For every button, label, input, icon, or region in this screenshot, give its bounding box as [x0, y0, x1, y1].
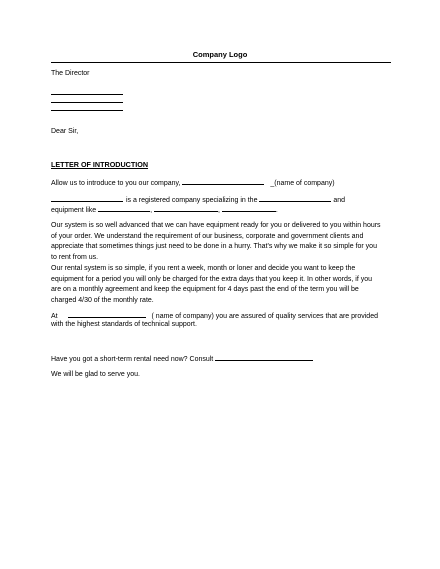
- at-line-2: with the highest standards of technical support.: [51, 321, 197, 328]
- registered-and: and: [333, 197, 346, 204]
- intro-prefix: Allow us to introduce to you our company,: [51, 180, 181, 187]
- at-prefix: At: [51, 313, 58, 320]
- question-line: [51, 353, 313, 366]
- equipment-blank-1[interactable]: [98, 204, 153, 214]
- paragraph-rental: Our rental system is so simple, if you rent a week, month or loner and decide you want to keep the equipment for a period you will only be charged for the extra days that you keep it. In other words, if you are on a monthly agreement and keep the equipment for 4 days past the end of the term you will be charged 4/30 of the monthly rate.: [51, 265, 373, 304]
- salutation: Dear Sir,: [51, 128, 79, 135]
- company-name-blank-3[interactable]: [68, 310, 146, 318]
- equipment-prefix: equipment like: [51, 207, 97, 214]
- equipment-blank-3[interactable]: [222, 204, 276, 212]
- equipment-line: [51, 204, 278, 217]
- closing-line: We will be glad to serve you.: [51, 371, 140, 378]
- question-text: Have you got a short-term rental need now? Consult: [51, 356, 214, 363]
- equipment-sep-2: ,: [218, 207, 220, 214]
- consult-blank[interactable]: [215, 353, 313, 361]
- at-suffix: ( name of company) you are assured of quality services that are provided: [151, 313, 378, 320]
- letter-heading: LETTER OF INTRODUCTION: [51, 160, 149, 169]
- registered-text: is a registered company specializing in the: [125, 197, 258, 204]
- equipment-sep-1: ,: [150, 207, 153, 214]
- equipment-end: .: [275, 207, 278, 214]
- header-rule: [51, 62, 391, 63]
- recipient-title: The Director: [51, 70, 90, 77]
- address-line-1[interactable]: [51, 94, 123, 95]
- company-name-blank[interactable]: [182, 177, 264, 185]
- address-line-2[interactable]: [51, 102, 123, 103]
- company-name-blank-2[interactable]: [51, 194, 123, 202]
- intro-line: [51, 177, 335, 190]
- specialization-blank[interactable]: [259, 194, 331, 202]
- intro-suffix: _(name of company): [270, 180, 335, 187]
- address-line-3[interactable]: [51, 110, 123, 111]
- company-logo-text: Company Logo: [192, 50, 248, 59]
- paragraph-system: Our system is so well advanced that we can have equipment ready for you or delivered to you within hours of your order. We understand the requirement of our business, corporate and government clients and appreciate that sometimes things just need to be done in a hurry. That's why we make it so simple for you to rent from us.: [51, 222, 381, 261]
- equipment-blank-2[interactable]: [154, 204, 218, 212]
